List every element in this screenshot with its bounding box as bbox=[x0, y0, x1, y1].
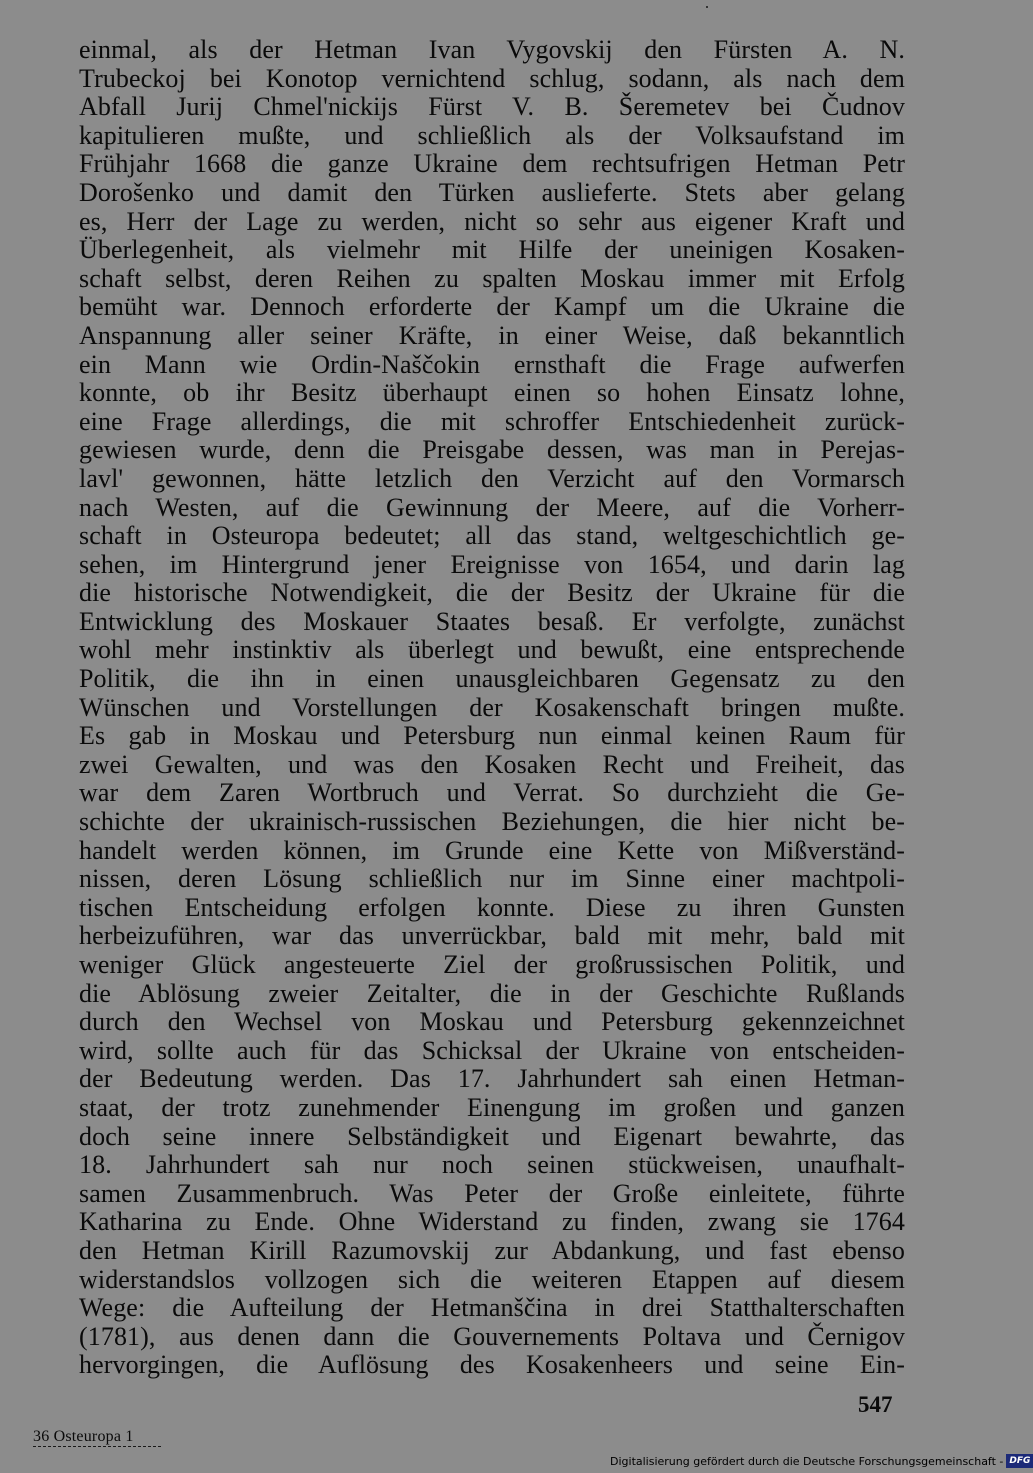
text-line: die historische Notwendigkeit, die der Besitz der Ukraine für die bbox=[79, 578, 905, 608]
text-line: Abfall Jurij Chmel'nickijs Fürst V. B. Šeremetev bei Čudnov bbox=[79, 92, 905, 122]
scan-speck bbox=[706, 6, 708, 8]
text-line: weniger Glück angesteuerte Ziel der großrussischen Politik, und bbox=[79, 950, 905, 979]
text-line: ein Mann wie Ordin-Naščokin ernsthaft die Frage aufwerfen bbox=[79, 349, 905, 379]
text-line: schaft selbst, deren Reihen zu spalten Moskau immer mit Erfolg bbox=[79, 263, 905, 293]
text-line: wohl mehr instinktiv als überlegt und bewußt, eine entsprechende bbox=[79, 635, 905, 665]
text-line: nach Westen, auf die Gewinnung der Meere, auf die Vorherr- bbox=[79, 492, 905, 522]
signature-mark: 36 Osteuropa 1 bbox=[33, 1428, 134, 1445]
text-line: Frühjahr 1668 die ganze Ukraine dem rechtsufrigen Hetman Petr bbox=[79, 149, 905, 179]
text-line: gewiesen wurde, denn die Preisgabe dessen, was man in Perejas- bbox=[79, 435, 905, 465]
digitization-footer bbox=[610, 1453, 1033, 1469]
text-line: den Hetman Kirill Razumovskij zur Abdankung, und fast ebenso bbox=[79, 1235, 905, 1265]
text-line: schichte der ukrainisch-russischen Beziehungen, die hier nicht be- bbox=[79, 807, 905, 837]
text-line: der Bedeutung werden. Das 17. Jahrhundert sah einen Hetman- bbox=[79, 1064, 905, 1094]
text-line: Trubeckoj bei Konotop vernichtend schlug, sodann, als nach dem bbox=[79, 63, 905, 93]
text-line: 18. Jahrhundert sah nur noch seinen stückweisen, unaufhalt- bbox=[79, 1150, 905, 1180]
text-line: Politik, die ihn in einen unausgleichbaren Gegensatz zu den bbox=[79, 664, 905, 694]
text-line: sehen, im Hintergrund jener Ereignisse von 1654, und darin lag bbox=[79, 549, 905, 579]
text-line: hervorgingen, die Auflösung des Kosakenheers und seine Ein- bbox=[79, 1350, 905, 1380]
text-line: nissen, deren Lösung schließlich nur im Sinne einer machtpoli- bbox=[79, 864, 905, 894]
text-line: Entwicklung des Moskauer Staates besaß. Er verfolgte, zunächst bbox=[79, 606, 905, 636]
text-line: konnte, ob ihr Besitz überhaupt einen so hohen Einsatz lohne, bbox=[79, 378, 905, 408]
text-line: Anspannung aller seiner Kräfte, in einer Weise, daß bekanntlich bbox=[79, 320, 905, 350]
text-line: widerstandslos vollzogen sich die weiteren Etappen auf diesem bbox=[79, 1264, 905, 1294]
page-number: 547 bbox=[858, 1392, 893, 1417]
text-line: die Ablösung zweier Zeitalter, die in der Geschichte Rußlands bbox=[79, 978, 905, 1008]
text-line: es, Herr der Lage zu werden, nicht so sehr aus eigener Kraft und bbox=[79, 206, 905, 236]
text-line: doch seine innere Selbständigkeit und Eigenart bewahrte, das bbox=[79, 1121, 905, 1151]
text-line: tischen Entscheidung erfolgen konnte. Diese zu ihren Gunsten bbox=[79, 892, 905, 922]
text-line: handelt werden können, im Grunde eine Kette von Mißverständ- bbox=[79, 835, 905, 865]
text-line: lavl' gewonnen, hätte letzlich den Verzicht auf den Vormarsch bbox=[79, 463, 905, 493]
text-line: einmal, als der Hetman Ivan Vygovskij den Fürsten A. N. bbox=[79, 35, 905, 64]
text-line: Überlegenheit, als vielmehr mit Hilfe der uneinigen Kosaken- bbox=[79, 235, 905, 265]
text-line: (1781), aus denen dann die Gouvernements Poltava und Černigov bbox=[79, 1321, 905, 1351]
text-line: Es gab in Moskau und Petersburg nun einmal keinen Raum für bbox=[79, 721, 905, 751]
text-line: Wünschen und Vorstellungen der Kosakenschaft bringen mußte. bbox=[79, 692, 905, 722]
text-line: Dorošenko und damit den Türken auslieferte. Stets aber gelang bbox=[79, 177, 905, 207]
text-line: war dem Zaren Wortbruch und Verrat. So durchzieht die Ge- bbox=[79, 778, 905, 808]
text-line: eine Frage allerdings, die mit schroffer Entschiedenheit zurück- bbox=[79, 406, 905, 436]
text-line: bemüht war. Dennoch erforderte der Kampf um die Ukraine die bbox=[79, 292, 905, 322]
text-line: wird, sollte auch für das Schicksal der Ukraine von entscheiden- bbox=[79, 1035, 905, 1065]
text-line: herbeizuführen, war das unverrückbar, bald mit mehr, bald mit bbox=[79, 921, 905, 951]
text-line: zwei Gewalten, und was den Kosaken Recht und Freiheit, das bbox=[79, 749, 905, 779]
text-line: staat, der trotz zunehmender Einengung im großen und ganzen bbox=[79, 1092, 905, 1122]
text-line: Katharina zu Ende. Ohne Widerstand zu finden, zwang sie 1764 bbox=[79, 1207, 905, 1237]
text-line: kapitulieren mußte, und schließlich als der Volksaufstand im bbox=[79, 120, 905, 150]
body-text bbox=[79, 36, 905, 1380]
funding-credit: Digitalisierung gefördert durch die Deutsche Forschungsgemeinschaft - bbox=[610, 1454, 1004, 1468]
signature-rule bbox=[33, 1446, 161, 1447]
text-line: Wege: die Aufteilung der Hetmanščina in drei Statthalterschaften bbox=[79, 1293, 905, 1323]
dfg-logo[interactable]: DFG bbox=[1006, 1454, 1033, 1468]
text-line: samen Zusammenbruch. Was Peter der Große einleitete, führte bbox=[79, 1178, 905, 1208]
text-line: schaft in Osteuropa bedeutet; all das stand, weltgeschichtlich ge- bbox=[79, 521, 905, 551]
text-line: durch den Wechsel von Moskau und Petersburg gekennzeichnet bbox=[79, 1007, 905, 1037]
